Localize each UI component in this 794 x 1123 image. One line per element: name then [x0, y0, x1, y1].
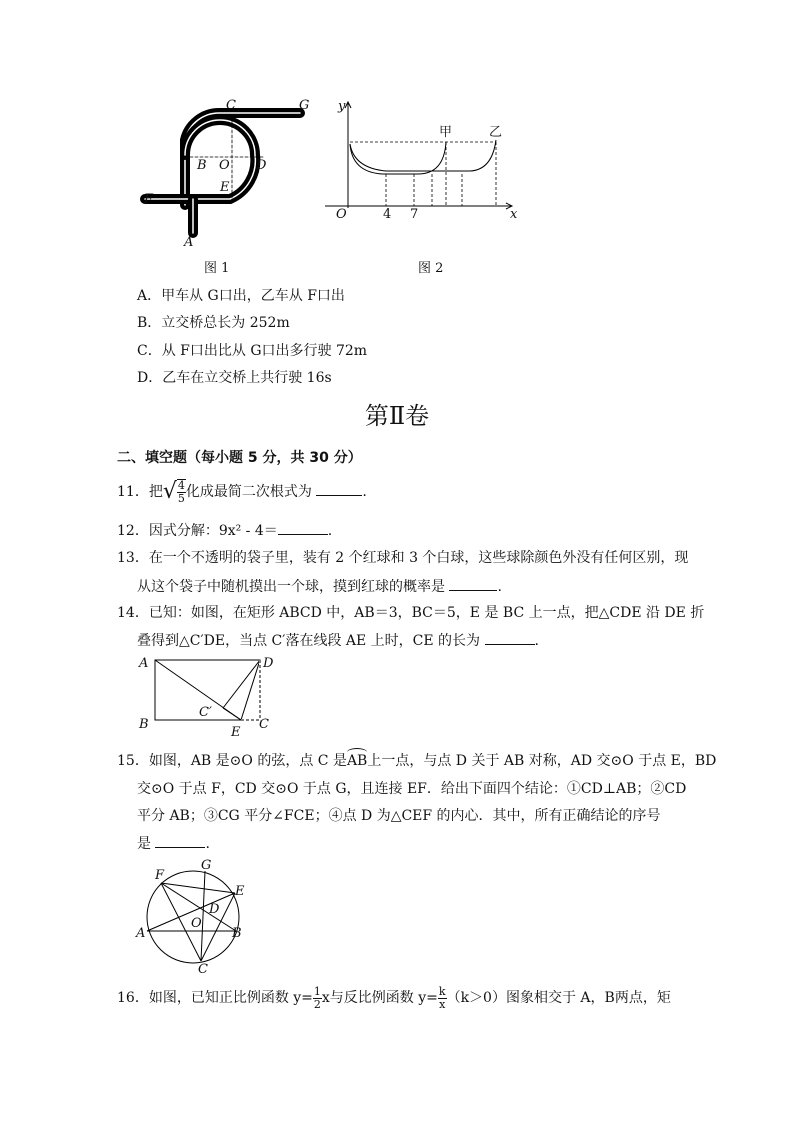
- question-14-line-1: 14．已知：如图，在矩形 ABCD 中，AB＝3，BC＝5，E 是 BC 上一点，把△CDE 沿 DE 折: [117, 605, 705, 621]
- fig2-axis-x: x: [510, 207, 518, 222]
- fig2-car-b: 乙: [489, 125, 503, 140]
- question-13-line-2: [137, 576, 502, 597]
- q15-text-d: 是: [137, 836, 151, 852]
- figure-2-caption: 图 2: [418, 261, 444, 276]
- q11-den: 5: [177, 492, 185, 505]
- q11-post: 化成最简二次根式为: [185, 484, 312, 500]
- q13-text: 从这个袋子中随机摸出一个球，摸到红球的概率是: [137, 579, 445, 595]
- q16-fraction-1: [313, 986, 322, 1011]
- q14-text: 叠得到△C′DE，当点 C′落在线段 AE 上时，CE 的长为: [137, 633, 481, 649]
- question-15-line-4: [137, 833, 210, 854]
- q15-answer-blank[interactable]: [155, 833, 205, 848]
- fig2-axis-y: y: [338, 99, 346, 114]
- q15-label-g: G: [201, 858, 212, 873]
- question-13-line-1: 13．在一个不透明的袋子里，装有 2 个红球和 3 个白球，这些球除颜色外没有任何区别，现: [117, 550, 689, 566]
- q14-label-cp: C′: [199, 705, 212, 720]
- figure-1-interchange: [135, 95, 315, 255]
- q12-end: .: [327, 523, 333, 539]
- q15-label-o: O: [191, 916, 202, 931]
- question-12: [117, 520, 332, 541]
- q13-answer-blank[interactable]: [449, 576, 497, 591]
- q15-arc-text: AB: [346, 753, 368, 769]
- q15-text-a: 15．如图，AB 是⊙O 的弦，点 C 是: [117, 753, 347, 769]
- fig1-label-b: B: [197, 158, 207, 173]
- q11-end: .: [362, 484, 367, 500]
- q15-label-c: C: [198, 962, 208, 975]
- q15-text-b: 上一点，与点 D 关于 AB 对称，AD 交⊙O 于点 E，BD: [367, 753, 717, 769]
- q14-label-e: E: [231, 725, 241, 738]
- option-a: A．甲车从 G口出，乙车从 F口出: [137, 288, 345, 304]
- q16-pre: 16．如图，已知正比例函数 y=: [117, 990, 313, 1006]
- fig1-label-a: A: [184, 235, 194, 250]
- option-c: C．从 F口出比从 G口出多行驶 72m: [137, 343, 368, 359]
- question-11: 11．把√ $\frac{4}{5}$ 化成最简二次根式为 .: [117, 479, 367, 505]
- q15-label-b: B: [232, 926, 242, 941]
- figure-q15-circle: [133, 855, 253, 975]
- question-15-line-1: [117, 751, 716, 771]
- fig2-origin: O: [336, 207, 347, 222]
- fig1-label-d: D: [256, 158, 267, 173]
- fig1-label-f: F: [144, 192, 154, 207]
- q13-end: .: [497, 579, 502, 595]
- q14-end: .: [534, 633, 539, 649]
- q15-label-d: D: [209, 902, 220, 917]
- q14-label-c: C: [259, 717, 269, 732]
- question-15-line-3: 平分 AB；③CG 平分∠FCE；④点 D 为△CEF 的内心．其中，所有正确结论的序号: [137, 808, 661, 824]
- q16-f1-num: 1: [313, 984, 321, 998]
- q15-label-e: E: [235, 884, 245, 899]
- q11-fraction: [177, 479, 186, 505]
- fig1-label-g: G: [299, 98, 310, 113]
- q16-f2-den: x: [439, 997, 446, 1011]
- question-15-line-2: 交⊙O 于点 F，CD 交⊙O 于点 G，且连接 EF．给出下面四个结论：①CD⊥AB；②CD: [137, 781, 687, 797]
- q16-f2-num: k: [438, 984, 446, 998]
- q15-label-f: F: [155, 868, 165, 883]
- q14-answer-blank[interactable]: [485, 630, 535, 645]
- fig1-label-o: O: [219, 158, 230, 173]
- q16-fraction-2: [438, 986, 447, 1011]
- q12-answer-blank[interactable]: [278, 520, 328, 535]
- option-b: B．立交桥总长为 252m: [137, 315, 290, 331]
- q14-label-d: D: [263, 656, 274, 671]
- q11-num: 4: [177, 479, 185, 492]
- q16-mid: x与反比例函数 y=: [321, 990, 438, 1006]
- fig1-label-c: C: [226, 98, 236, 113]
- q12-text: 12．因式分解：9x² - 4＝: [117, 523, 278, 539]
- fig2-car-a: 甲: [439, 125, 453, 140]
- q16-post: （k＞0）图象相交于 A，B两点，矩: [446, 990, 671, 1006]
- q15-label-a: A: [136, 926, 146, 941]
- figure-2-graph: [320, 98, 530, 228]
- fig2-tick-4: 4: [383, 207, 392, 222]
- section-title: 二、填空题（每小题 5 分，共 30 分）: [117, 450, 362, 466]
- volume-title: 第Ⅱ卷: [364, 402, 430, 430]
- q14-label-a: A: [139, 656, 149, 671]
- q16-f1-den: 2: [313, 997, 321, 1011]
- fig2-tick-7: 7: [410, 207, 419, 222]
- fig1-label-e: E: [220, 180, 230, 195]
- question-14-line-2: [137, 630, 539, 651]
- option-d: D．乙车在立交桥上共行驶 16s: [137, 370, 332, 386]
- q15-arc: [347, 751, 367, 771]
- q15-end: .: [205, 836, 210, 852]
- question-16: [117, 985, 671, 1011]
- q11-pre: 11．把: [117, 484, 163, 500]
- figure-q14-rectangle: [135, 652, 285, 738]
- q11-answer-blank[interactable]: [316, 481, 362, 496]
- figure-1-caption: 图 1: [204, 261, 230, 276]
- q14-label-b: B: [139, 717, 149, 732]
